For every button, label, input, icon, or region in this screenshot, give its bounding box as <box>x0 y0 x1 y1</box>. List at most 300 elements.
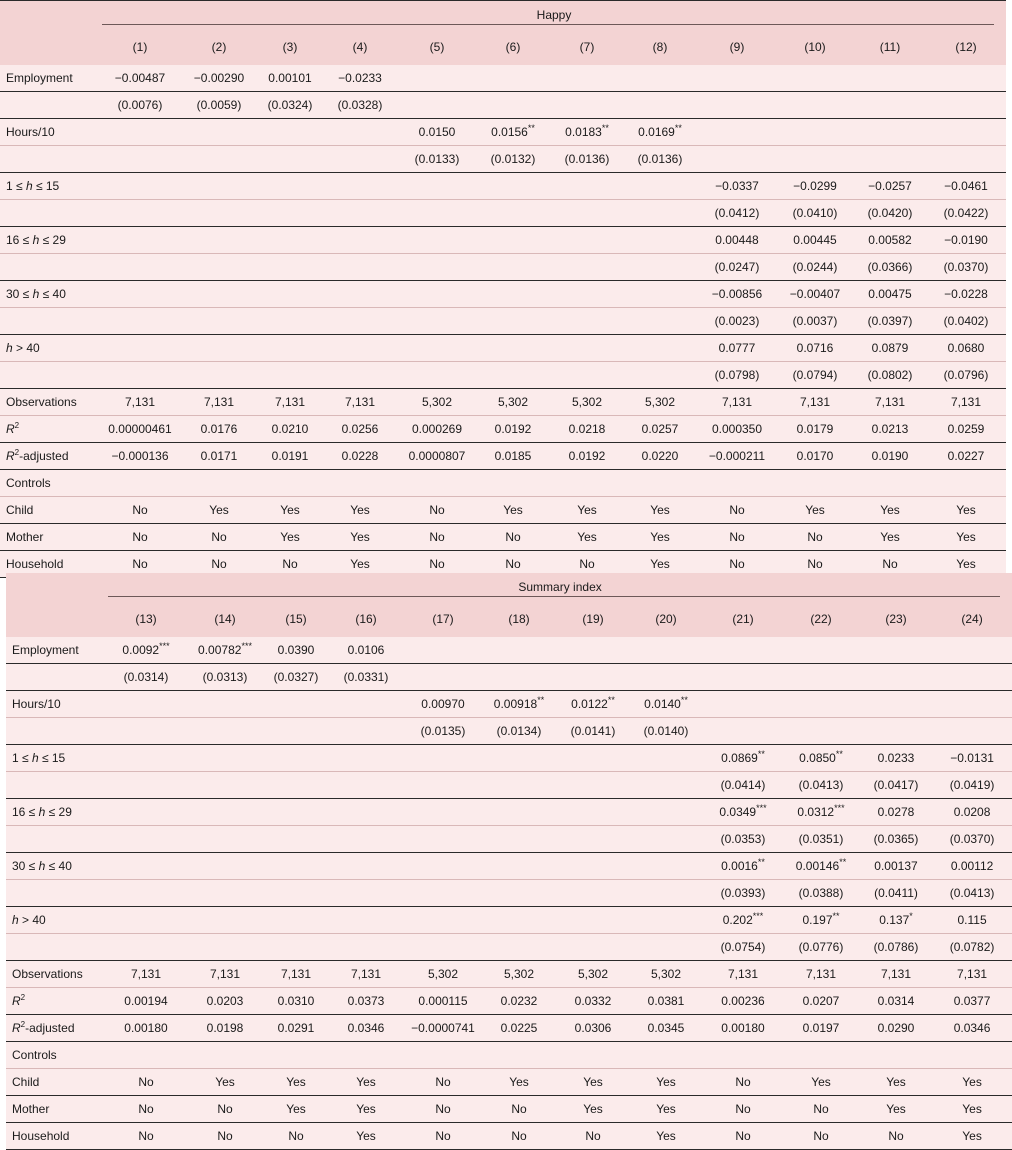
table-cell: 0.0218 <box>552 415 622 442</box>
table-cell: 0.0179 <box>776 415 854 442</box>
table-cell: (0.0037) <box>776 307 854 334</box>
table-cell: (0.0351) <box>782 826 860 853</box>
table-cell: (0.0414) <box>704 772 782 799</box>
table-cell <box>326 907 406 934</box>
table-cell: −0.00856 <box>698 280 776 307</box>
table-cell <box>474 280 552 307</box>
table-cell <box>108 1042 184 1069</box>
table-cell: No <box>552 550 622 577</box>
row-label: Household <box>0 550 102 577</box>
table-cell <box>102 253 178 280</box>
table-cell: 0.0220 <box>622 442 698 469</box>
table-cell: 0.0869** <box>704 745 782 772</box>
table-cell: Yes <box>326 1123 406 1150</box>
table-cell <box>260 145 320 172</box>
table-cell: No <box>558 1123 628 1150</box>
table-cell <box>266 799 326 826</box>
table-cell: 0.0092*** <box>108 637 184 664</box>
table-cell <box>698 145 776 172</box>
row-label: Observations <box>0 388 102 415</box>
table-cell <box>326 718 406 745</box>
table-cell: (0.0134) <box>480 718 558 745</box>
table-cell <box>628 907 704 934</box>
table-cell <box>932 691 1012 718</box>
table-cell: 0.0210 <box>260 415 320 442</box>
table-cell <box>860 637 932 664</box>
table-cell: Yes <box>558 1069 628 1096</box>
table-cell <box>474 253 552 280</box>
table-cell <box>480 880 558 907</box>
table-cell: No <box>480 1123 558 1150</box>
table-cell: (0.0397) <box>854 307 926 334</box>
table-cell: −0.0299 <box>776 172 854 199</box>
column-number: (4) <box>352 39 368 54</box>
table-cell: 0.0213 <box>854 415 926 442</box>
table-cell <box>474 172 552 199</box>
table-cell <box>178 307 260 334</box>
table-cell <box>102 199 178 226</box>
table-cell <box>400 199 474 226</box>
table-cell <box>108 826 184 853</box>
table-row <box>0 361 1006 388</box>
table-cell: 0.0122** <box>558 691 628 718</box>
table-cell <box>776 118 854 145</box>
row-label: Controls <box>6 1042 108 1069</box>
table-cell <box>260 361 320 388</box>
table-cell <box>406 637 480 664</box>
table-cell <box>552 280 622 307</box>
table-cell: −0.0190 <box>926 226 1006 253</box>
row-label: Observations <box>6 961 108 988</box>
table-cell: 0.0306 <box>558 1015 628 1042</box>
table-cell: Yes <box>628 1096 704 1123</box>
table-cell <box>178 172 260 199</box>
table-cell: 0.0192 <box>474 415 552 442</box>
table-cell: 0.00180 <box>704 1015 782 1042</box>
table-cell: 0.0185 <box>474 442 552 469</box>
table-cell: (0.0132) <box>474 145 552 172</box>
table-cell <box>552 334 622 361</box>
table-cell: −0.000211 <box>698 442 776 469</box>
table-cell: No <box>704 1069 782 1096</box>
table-cell: (0.0331) <box>326 664 406 691</box>
table-cell: No <box>102 550 178 577</box>
table-cell <box>266 718 326 745</box>
table-cell: (0.0365) <box>860 826 932 853</box>
table-cell <box>854 145 926 172</box>
table-cell: (0.0422) <box>926 199 1006 226</box>
table-cell: 0.0879 <box>854 334 926 361</box>
table-cell <box>628 664 704 691</box>
table-cell: (0.0388) <box>782 880 860 907</box>
row-label: $R^2$ <box>0 415 102 442</box>
table-row <box>6 1123 1012 1150</box>
table-cell <box>854 469 926 496</box>
table-cell <box>552 91 622 118</box>
table-cell <box>622 280 698 307</box>
table-cell: (0.0247) <box>698 253 776 280</box>
table-cell: (0.0370) <box>926 253 1006 280</box>
table-cell <box>782 691 860 718</box>
table-cell: No <box>400 523 474 550</box>
table-cell <box>558 637 628 664</box>
row-label <box>0 361 102 388</box>
table-cell: (0.0776) <box>782 934 860 961</box>
table-cell <box>474 65 552 92</box>
table-cell <box>406 880 480 907</box>
table-cell: 0.0228 <box>320 442 400 469</box>
table-cell: 0.00582 <box>854 226 926 253</box>
table-cell <box>320 253 400 280</box>
table-cell: (0.0794) <box>776 361 854 388</box>
table-cell: 0.00448 <box>698 226 776 253</box>
table-cell: 7,131 <box>854 388 926 415</box>
table-cell <box>178 253 260 280</box>
table-cell: (0.0076) <box>102 91 178 118</box>
table-cell: 5,302 <box>480 961 558 988</box>
table-cell <box>400 172 474 199</box>
table-cell <box>184 934 266 961</box>
table-cell <box>260 253 320 280</box>
table-cell <box>622 361 698 388</box>
table-cell: 7,131 <box>326 961 406 988</box>
table-row <box>0 65 1006 92</box>
dependent-variable-header: Summary index <box>108 573 1012 601</box>
table-cell <box>260 307 320 334</box>
column-number: (1) <box>132 39 148 54</box>
table-cell <box>266 691 326 718</box>
table-cell <box>932 637 1012 664</box>
table-cell <box>406 772 480 799</box>
table-cell <box>782 637 860 664</box>
table-cell <box>406 799 480 826</box>
table-cell: 0.0850** <box>782 745 860 772</box>
table-cell: Yes <box>782 1069 860 1096</box>
table-cell <box>320 118 400 145</box>
table-cell <box>406 853 480 880</box>
table-cell <box>474 199 552 226</box>
table-cell <box>558 664 628 691</box>
table-cell <box>704 1042 782 1069</box>
table-cell <box>558 907 628 934</box>
table-row <box>0 199 1006 226</box>
table-cell <box>628 637 704 664</box>
table-cell: (0.0140) <box>628 718 704 745</box>
table-cell <box>698 91 776 118</box>
table-row <box>0 307 1006 334</box>
table-cell: Yes <box>854 496 926 523</box>
table-cell <box>854 118 926 145</box>
table-row <box>6 961 1012 988</box>
table-cell: 0.0332 <box>558 988 628 1015</box>
column-number: (11) <box>879 39 901 54</box>
table-cell <box>628 1042 704 1069</box>
table-row <box>0 523 1006 550</box>
table-cell: No <box>406 1069 480 1096</box>
table-cell: 0.0312*** <box>782 799 860 826</box>
table-cell: No <box>400 550 474 577</box>
table-cell: 0.00146** <box>782 853 860 880</box>
table-cell <box>782 1042 860 1069</box>
table-cell <box>628 772 704 799</box>
table-cell <box>776 65 854 92</box>
table-cell: −0.0461 <box>926 172 1006 199</box>
table-cell <box>102 307 178 334</box>
row-label <box>6 718 108 745</box>
table-row <box>0 415 1006 442</box>
table-row <box>6 718 1012 745</box>
row-label: 30 ≤ h ≤ 40 <box>0 280 102 307</box>
table-cell <box>622 172 698 199</box>
table-cell <box>926 118 1006 145</box>
table-cell: No <box>108 1096 184 1123</box>
table-row <box>0 388 1006 415</box>
table-cell: (0.0798) <box>698 361 776 388</box>
table-cell: 0.00137 <box>860 853 932 880</box>
table-cell: Yes <box>320 550 400 577</box>
table-cell <box>622 91 698 118</box>
row-label <box>6 934 108 961</box>
table-cell: Yes <box>860 1069 932 1096</box>
column-number: (5) <box>429 39 445 54</box>
table-cell <box>474 469 552 496</box>
table-cell <box>622 226 698 253</box>
table-cell <box>400 280 474 307</box>
table-cell: 0.0345 <box>628 1015 704 1042</box>
column-number: (6) <box>505 39 521 54</box>
table-cell: (0.0413) <box>932 880 1012 907</box>
table-cell: Yes <box>628 1069 704 1096</box>
table-cell: (0.0141) <box>558 718 628 745</box>
table-cell <box>474 307 552 334</box>
table-cell: Yes <box>326 1069 406 1096</box>
table-cell: No <box>698 523 776 550</box>
table-cell: 7,131 <box>260 388 320 415</box>
table-cell: 5,302 <box>558 961 628 988</box>
table-cell <box>558 826 628 853</box>
table-cell: (0.0366) <box>854 253 926 280</box>
table-cell: Yes <box>552 496 622 523</box>
table-cell <box>860 718 932 745</box>
table-cell <box>108 880 184 907</box>
table-cell: (0.0244) <box>776 253 854 280</box>
table-cell: 0.0227 <box>926 442 1006 469</box>
table-cell: No <box>108 1069 184 1096</box>
table-cell: 0.0176 <box>178 415 260 442</box>
table-cell <box>108 772 184 799</box>
table-cell <box>178 469 260 496</box>
table-cell <box>178 118 260 145</box>
table-row <box>6 853 1012 880</box>
table-cell: 0.202*** <box>704 907 782 934</box>
table-cell: 7,131 <box>782 961 860 988</box>
table-cell: 0.0192 <box>552 442 622 469</box>
table-cell: Yes <box>622 523 698 550</box>
table-cell <box>932 664 1012 691</box>
table-row <box>0 334 1006 361</box>
table-cell: 0.0150 <box>400 118 474 145</box>
table-row <box>0 91 1006 118</box>
table-cell <box>108 691 184 718</box>
table-cell: Yes <box>776 496 854 523</box>
table-cell <box>622 469 698 496</box>
table-cell: 0.0169** <box>622 118 698 145</box>
table-cell <box>320 226 400 253</box>
table-happy <box>0 0 1006 578</box>
table-cell <box>926 65 1006 92</box>
table-cell <box>266 853 326 880</box>
column-number: (24) <box>961 612 983 626</box>
table-cell: (0.0754) <box>704 934 782 961</box>
table-cell <box>178 199 260 226</box>
table-cell <box>266 826 326 853</box>
table-cell: 7,131 <box>698 388 776 415</box>
table-cell: Yes <box>320 523 400 550</box>
table-cell <box>926 145 1006 172</box>
table-cell <box>406 826 480 853</box>
table-cell: 0.0106 <box>326 637 406 664</box>
row-label: $R^2$-adjusted <box>6 1015 108 1042</box>
table-cell <box>102 361 178 388</box>
table-cell: (0.0782) <box>932 934 1012 961</box>
table-cell <box>184 718 266 745</box>
table-cell: 0.0256 <box>320 415 400 442</box>
table-cell <box>932 718 1012 745</box>
table-cell <box>704 637 782 664</box>
table-cell: Yes <box>320 496 400 523</box>
table-row <box>0 280 1006 307</box>
table-cell: Yes <box>474 496 552 523</box>
table-cell: (0.0413) <box>782 772 860 799</box>
table-row <box>6 1015 1012 1042</box>
table-cell <box>266 907 326 934</box>
table-cell: 0.0257 <box>622 415 698 442</box>
table-cell: 0.000269 <box>400 415 474 442</box>
table-cell <box>108 718 184 745</box>
table-cell <box>628 799 704 826</box>
table-cell <box>776 145 854 172</box>
table-cell <box>400 226 474 253</box>
table-cell <box>178 361 260 388</box>
table-cell: No <box>782 1123 860 1150</box>
table-cell <box>558 772 628 799</box>
table-cell <box>406 664 480 691</box>
table-cell: No <box>184 1096 266 1123</box>
row-label: 30 ≤ h ≤ 40 <box>6 853 108 880</box>
table-cell <box>474 91 552 118</box>
table-cell: (0.0133) <box>400 145 474 172</box>
table-cell <box>622 65 698 92</box>
row-label: Mother <box>0 523 102 550</box>
column-number: (17) <box>432 612 454 626</box>
table-cell: −0.0233 <box>320 65 400 92</box>
table-cell: −0.00407 <box>776 280 854 307</box>
table-cell: Yes <box>932 1069 1012 1096</box>
table-cell: 7,131 <box>108 961 184 988</box>
table-cell <box>860 664 932 691</box>
table-cell <box>108 934 184 961</box>
table-row <box>6 1042 1012 1069</box>
table-cell: No <box>698 496 776 523</box>
table-cell: 0.000115 <box>406 988 480 1015</box>
table-cell <box>326 745 406 772</box>
row-label <box>0 253 102 280</box>
table-cell <box>400 469 474 496</box>
table-cell <box>558 1042 628 1069</box>
table-cell <box>184 772 266 799</box>
table-cell: Yes <box>860 1096 932 1123</box>
table-cell: −0.0131 <box>932 745 1012 772</box>
table-cell <box>108 853 184 880</box>
table-cell: 0.000350 <box>698 415 776 442</box>
table-cell <box>628 853 704 880</box>
table-cell: No <box>854 550 926 577</box>
table-cell: Yes <box>558 1096 628 1123</box>
column-number: (2) <box>211 39 227 54</box>
table-cell: 5,302 <box>400 388 474 415</box>
table-cell: 0.0208 <box>932 799 1012 826</box>
regression-table-happy <box>0 0 1006 578</box>
table-cell: 0.0170 <box>776 442 854 469</box>
table-cell <box>860 691 932 718</box>
table-cell: 7,131 <box>776 388 854 415</box>
row-label: $R^2$ <box>6 988 108 1015</box>
table-cell <box>474 226 552 253</box>
row-label <box>6 664 108 691</box>
table-cell: (0.0419) <box>932 772 1012 799</box>
table-cell: 0.0156** <box>474 118 552 145</box>
table-cell: No <box>178 550 260 577</box>
table-cell: 0.0203 <box>184 988 266 1015</box>
table-cell: 0.0197 <box>782 1015 860 1042</box>
dependent-variable-header: Happy <box>102 1 1006 29</box>
table-cell <box>102 280 178 307</box>
table-cell: No <box>406 1123 480 1150</box>
table-body <box>0 65 1006 578</box>
table-cell: 5,302 <box>406 961 480 988</box>
table-cell: No <box>266 1123 326 1150</box>
table-row <box>6 799 1012 826</box>
table-row <box>6 1069 1012 1096</box>
row-label: h > 40 <box>0 334 102 361</box>
column-number: (21) <box>732 612 754 626</box>
table-cell: 0.0377 <box>932 988 1012 1015</box>
table-cell: (0.0314) <box>108 664 184 691</box>
table-cell <box>102 469 178 496</box>
column-number: (8) <box>652 39 668 54</box>
header-blank <box>0 29 102 65</box>
column-number: (19) <box>582 612 604 626</box>
column-number: (18) <box>508 612 530 626</box>
table-cell: 0.0777 <box>698 334 776 361</box>
table-cell: (0.0135) <box>406 718 480 745</box>
table-cell <box>320 361 400 388</box>
row-label <box>6 772 108 799</box>
table-cell <box>400 307 474 334</box>
table-cell: 0.0314 <box>860 988 932 1015</box>
row-label <box>0 91 102 118</box>
table-cell: Yes <box>926 523 1006 550</box>
table-cell: 0.0716 <box>776 334 854 361</box>
table-cell: 0.00918** <box>480 691 558 718</box>
table-cell: (0.0796) <box>926 361 1006 388</box>
table-cell <box>622 253 698 280</box>
table-cell: Yes <box>854 523 926 550</box>
table-cell: 0.0390 <box>266 637 326 664</box>
table-cell <box>480 799 558 826</box>
table-cell <box>480 637 558 664</box>
table-cell <box>558 934 628 961</box>
